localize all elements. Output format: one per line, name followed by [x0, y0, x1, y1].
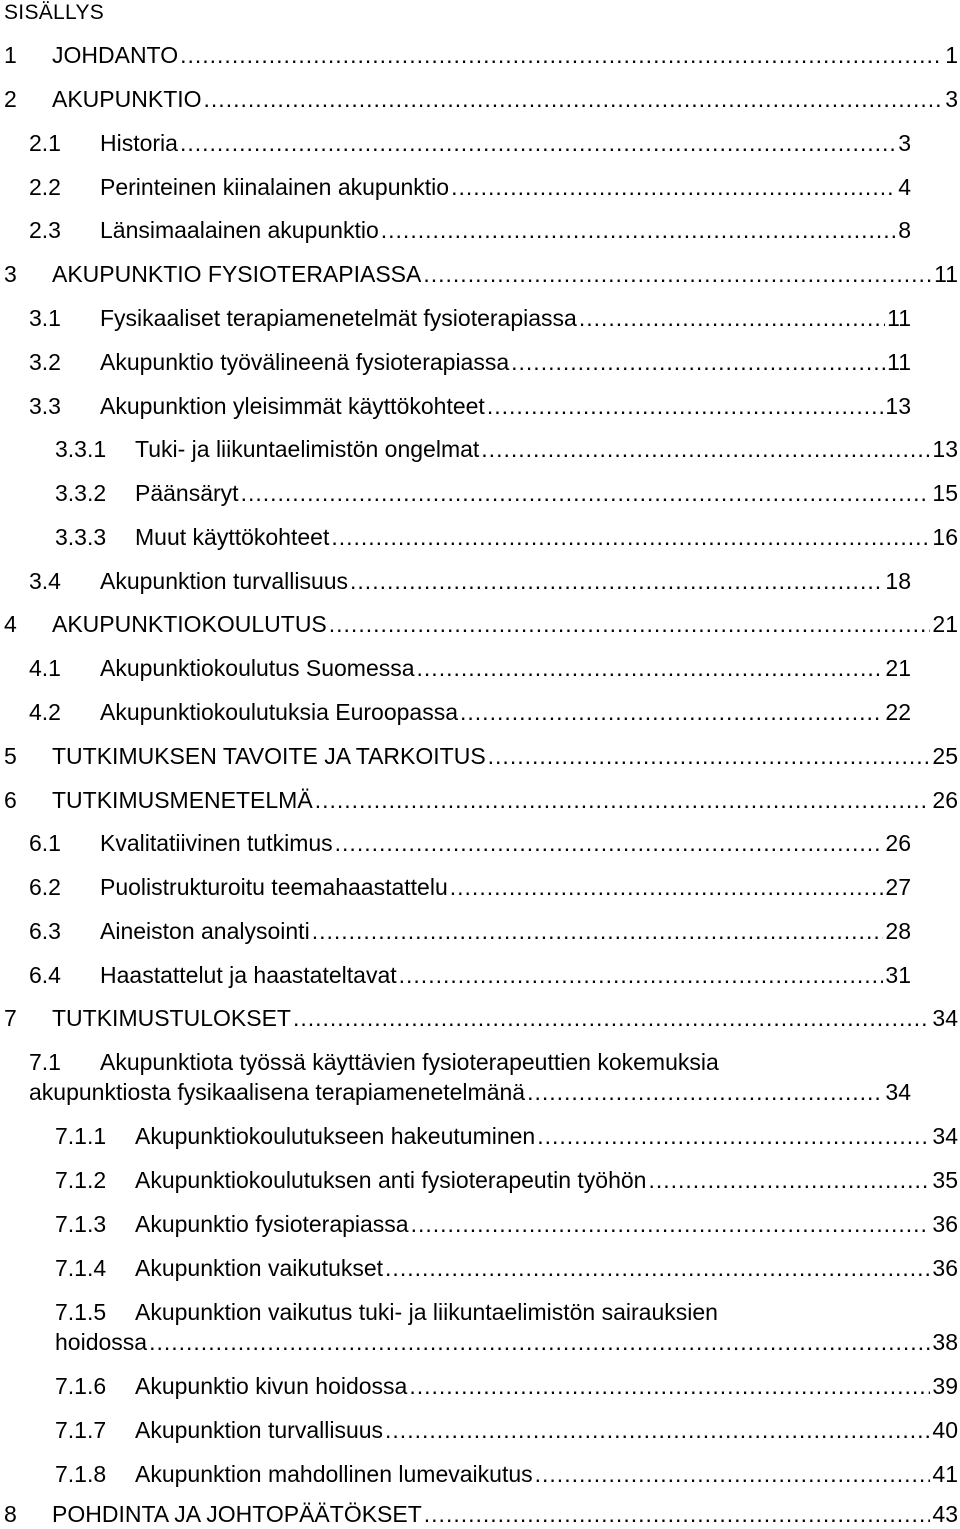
- toc-entry-number: 3.3.2: [55, 480, 107, 506]
- toc-entry-page: 26: [885, 830, 911, 856]
- toc-entry-3-2[interactable]: [29, 347, 911, 377]
- toc-entry-number: 2.3: [29, 217, 61, 243]
- toc-entry-6-2[interactable]: [29, 872, 911, 902]
- toc-entry-3-1[interactable]: [29, 303, 911, 333]
- toc-entry-5[interactable]: [4, 741, 958, 771]
- toc-entry-title: JOHDANTO: [52, 42, 179, 68]
- dot-leader: [535, 1459, 931, 1489]
- dot-leader: [329, 609, 931, 639]
- dot-leader: [487, 391, 884, 421]
- toc-entry-number: 7.1.6: [55, 1373, 107, 1399]
- toc-entry-number: 2.2: [29, 174, 61, 200]
- toc-entry-6-4[interactable]: [29, 960, 911, 990]
- toc-entry-title: Akupunktion turvallisuus: [100, 568, 349, 594]
- toc-entry-number: 4.2: [29, 699, 61, 725]
- toc-entry-page: 21: [932, 611, 958, 637]
- toc-entry-page: 41: [932, 1461, 958, 1487]
- toc-entry-number: 3.3.3: [55, 524, 107, 550]
- dot-leader: [180, 40, 943, 70]
- toc-entry-7-1[interactable]: [29, 1047, 911, 1107]
- toc-entry-number: 3: [4, 261, 17, 287]
- toc-entry-number: 5: [4, 743, 17, 769]
- toc-entry-number: 7.1.3: [55, 1211, 107, 1237]
- dot-leader: [149, 1327, 930, 1357]
- toc-entry-page: 13: [885, 393, 911, 419]
- dot-leader: [315, 785, 931, 815]
- toc-entry-7-1-7[interactable]: [55, 1415, 958, 1445]
- dot-leader: [312, 916, 884, 946]
- dot-leader: [451, 172, 896, 202]
- toc-entry-number: 6.1: [29, 830, 61, 856]
- toc-entry-number: 7.1.1: [55, 1123, 107, 1149]
- toc-entry-title: AKUPUNKTIO FYSIOTERAPIASSA: [52, 261, 422, 287]
- toc-entry-title: Haastattelut ja haastateltavat: [100, 962, 397, 988]
- toc-entry-7-1-1[interactable]: [55, 1121, 958, 1151]
- toc-entry-page: 16: [932, 524, 958, 550]
- toc-entry-page: 1: [945, 42, 958, 68]
- toc-entry-number: 7.1.7: [55, 1417, 107, 1443]
- toc-entry-page: 11: [887, 305, 911, 331]
- dot-leader: [417, 653, 884, 683]
- toc-heading: SISÄLLYS: [4, 1, 105, 24]
- dot-leader: [241, 478, 931, 508]
- toc-entry-page: 11: [887, 349, 911, 375]
- dot-leader: [381, 215, 896, 245]
- toc-entry-7[interactable]: [4, 1003, 958, 1033]
- dot-leader: [488, 741, 931, 771]
- toc-entry-page: 31: [885, 962, 911, 988]
- toc-entry-number: 2: [4, 86, 17, 112]
- toc-entry-title: TUTKIMUKSEN TAVOITE JA TARKOITUS: [52, 743, 486, 769]
- toc-entry-page: 22: [885, 699, 911, 725]
- toc-entry-title: Perinteinen kiinalainen akupunktio: [100, 174, 450, 200]
- toc-entry-title: TUTKIMUSTULOKSET: [52, 1005, 291, 1031]
- toc-entry-title: Fysikaaliset terapiamenetelmät fysioterapiassa: [100, 305, 577, 331]
- toc-entry-number: 7: [4, 1005, 17, 1031]
- toc-entry-7-1-4[interactable]: [55, 1253, 958, 1283]
- toc-entry-number: 3.3.1: [55, 436, 107, 462]
- toc-entry-title: Muut käyttökohteet: [135, 524, 330, 550]
- toc-entry-6-3[interactable]: [29, 916, 911, 946]
- toc-entry-3[interactable]: [4, 259, 958, 289]
- dot-leader: [180, 128, 896, 158]
- toc-entry-number: 7.1.8: [55, 1461, 107, 1487]
- toc-entry-8[interactable]: [4, 1499, 958, 1529]
- toc-entry-4[interactable]: [4, 609, 958, 639]
- toc-entry-title: POHDINTA JA JOHTOPÄÄTÖKSET: [52, 1501, 422, 1527]
- dot-leader: [450, 872, 884, 902]
- toc-entry-title: Akupunktio kivun hoidossa: [135, 1373, 408, 1399]
- toc-entry-number: 3.1: [29, 305, 61, 331]
- dot-leader: [423, 259, 932, 289]
- toc-entry-3-3-1[interactable]: [55, 434, 958, 464]
- toc-entry-number: 7.1.2: [55, 1167, 107, 1193]
- toc-entry-number: 1: [4, 42, 17, 68]
- dot-leader: [648, 1165, 930, 1195]
- toc-entry-title: Akupunktio fysioterapiassa: [135, 1211, 409, 1237]
- toc-entry-number: 3.2: [29, 349, 61, 375]
- toc-entry-title: Akupunktion vaikutukset: [135, 1255, 384, 1281]
- toc-entry-number: 6: [4, 787, 17, 813]
- toc-entry-number: 6.2: [29, 874, 61, 900]
- toc-entry-7-1-6[interactable]: [55, 1371, 958, 1401]
- toc-entry-title: Akupunktiokoulutus Suomessa: [100, 655, 415, 681]
- toc-entry-number: 4: [4, 611, 17, 637]
- dot-leader: [511, 347, 885, 377]
- toc-entry-number: 4.1: [29, 655, 61, 681]
- toc-entry-title: Akupunktiokoulutuksen anti fysioterapeutin työhön: [135, 1167, 647, 1193]
- dot-leader: [527, 1077, 883, 1107]
- toc-entry-page: 34: [932, 1123, 958, 1149]
- toc-entry-page: 15: [932, 480, 958, 506]
- toc-entry-2-2[interactable]: [29, 172, 911, 202]
- toc-entry-number: 8: [4, 1501, 17, 1527]
- toc-entry-1[interactable]: [4, 40, 958, 70]
- toc-entry-number: 6.3: [29, 918, 61, 944]
- toc-entry-title: AKUPUNKTIOKOULUTUS: [52, 611, 327, 637]
- toc-entry-title-line1: Akupunktiota työssä käyttävien fysioterapeuttien kokemuksia: [100, 1049, 719, 1075]
- dot-leader: [331, 522, 930, 552]
- toc-entry-2[interactable]: [4, 84, 958, 114]
- dot-leader: [537, 1121, 930, 1151]
- toc-entry-2-3[interactable]: [29, 215, 911, 245]
- toc-entry-number: 3.3: [29, 393, 61, 419]
- dot-leader: [399, 960, 884, 990]
- dot-leader: [481, 434, 930, 464]
- toc-entry-number: 2.1: [29, 130, 61, 156]
- toc-entry-6[interactable]: [4, 785, 958, 815]
- toc-entry-title: AKUPUNKTIO: [52, 86, 202, 112]
- toc-entry-page: 26: [932, 787, 958, 813]
- toc-entry-title: Akupunktion yleisimmät käyttökohteet: [100, 393, 485, 419]
- toc-entry-2-1[interactable]: [29, 128, 911, 158]
- toc-entry-title: Päänsäryt: [135, 480, 239, 506]
- toc-entry-title-line2: akupunktiosta fysikaalisena terapiamenetelmänä: [29, 1079, 526, 1105]
- toc-entry-page: 38: [932, 1329, 958, 1355]
- toc-entry-3-4[interactable]: [29, 566, 911, 596]
- toc-entry-number: 7.1: [29, 1049, 61, 1075]
- toc-entry-page: 11: [934, 261, 958, 287]
- dot-leader: [579, 303, 885, 333]
- dot-leader: [293, 1003, 930, 1033]
- toc-entry-page: 34: [932, 1005, 958, 1031]
- toc-entry-page: 27: [885, 874, 911, 900]
- toc-entry-page: 36: [932, 1211, 958, 1237]
- toc-entry-page: 28: [885, 918, 911, 944]
- toc-entry-7-1-8[interactable]: [55, 1459, 958, 1489]
- dot-leader: [424, 1499, 931, 1529]
- toc-entry-title-line2: hoidossa: [55, 1329, 148, 1355]
- toc-entry-title: Akupunktion turvallisuus: [135, 1417, 384, 1443]
- toc-entry-page: 3: [898, 130, 911, 156]
- toc-entry-title: Akupunktion mahdollinen lumevaikutus: [135, 1461, 533, 1487]
- toc-entry-number: 7.1.4: [55, 1255, 107, 1281]
- toc-entry-page: 43: [932, 1501, 958, 1527]
- toc-entry-page: 25: [932, 743, 958, 769]
- dot-leader: [204, 84, 944, 114]
- toc-entry-title: Puolistrukturoitu teemahaastattelu: [100, 874, 448, 900]
- toc-entry-page: 4: [898, 174, 911, 200]
- dot-leader: [460, 697, 883, 727]
- toc-entry-page: 35: [932, 1167, 958, 1193]
- toc-entry-page: 36: [932, 1255, 958, 1281]
- toc-entry-title: Akupunktiokoulutukseen hakeutuminen: [135, 1123, 536, 1149]
- toc-entry-3-3-3[interactable]: [55, 522, 958, 552]
- toc-entry-page: 39: [932, 1373, 958, 1399]
- toc-entry-7-1-5[interactable]: [55, 1297, 958, 1357]
- toc-entry-7-1-3[interactable]: [55, 1209, 958, 1239]
- toc-entry-title: Historia: [100, 130, 178, 156]
- toc-entry-6-1[interactable]: [29, 828, 911, 858]
- toc-entry-title: Aineiston analysointi: [100, 918, 310, 944]
- toc-entry-page: 21: [885, 655, 911, 681]
- toc-entry-4-1[interactable]: [29, 653, 911, 683]
- toc-entry-title: TUTKIMUSMENETELMÄ: [52, 787, 313, 813]
- toc-entry-3-3[interactable]: [29, 391, 911, 421]
- toc-entry-title: Länsimaalainen akupunktio: [100, 217, 379, 243]
- toc-entry-7-1-2[interactable]: [55, 1165, 958, 1195]
- dot-leader: [385, 1253, 930, 1283]
- dot-leader: [335, 828, 884, 858]
- dot-leader: [409, 1371, 930, 1401]
- toc-entry-page: 8: [898, 217, 911, 243]
- toc-entry-page: 18: [885, 568, 911, 594]
- toc-entry-title: Akupunktio työvälineenä fysioterapiassa: [100, 349, 510, 375]
- toc-entry-title: Kvalitatiivinen tutkimus: [100, 830, 333, 856]
- toc-entry-3-3-2[interactable]: [55, 478, 958, 508]
- toc-entry-title: Akupunktiokoulutuksia Euroopassa: [100, 699, 459, 725]
- toc-entry-page: 3: [945, 86, 958, 112]
- toc-entry-page: 34: [885, 1079, 911, 1105]
- toc-entry-page: 13: [932, 436, 958, 462]
- toc-entry-number: 6.4: [29, 962, 61, 988]
- dot-leader: [411, 1209, 931, 1239]
- dot-leader: [385, 1415, 930, 1445]
- dot-leader: [350, 566, 883, 596]
- toc-entry-number: 7.1.5: [55, 1299, 107, 1325]
- toc-entry-4-2[interactable]: [29, 697, 911, 727]
- toc-entry-number: 3.4: [29, 568, 61, 594]
- toc-entry-title-line1: Akupunktion vaikutus tuki- ja liikuntaelimistön sairauksien: [135, 1299, 718, 1325]
- toc-entry-page: 40: [932, 1417, 958, 1443]
- toc-entry-title: Tuki- ja liikuntaelimistön ongelmat: [135, 436, 480, 462]
